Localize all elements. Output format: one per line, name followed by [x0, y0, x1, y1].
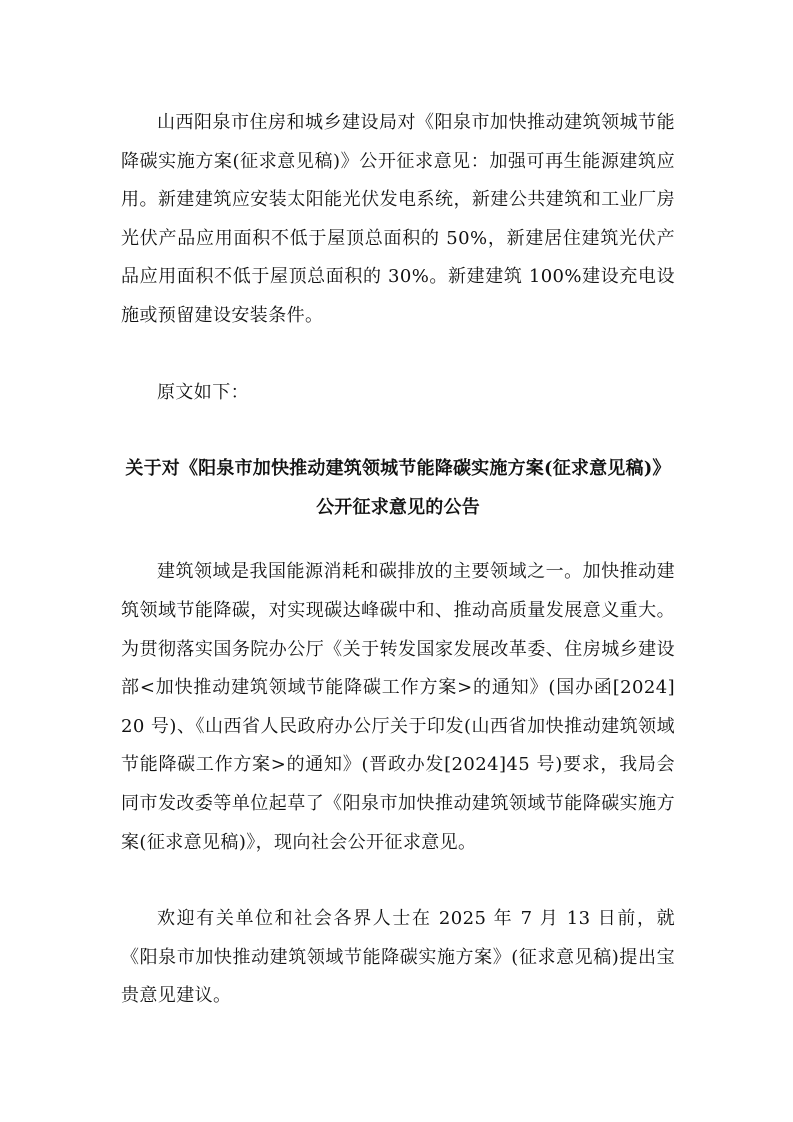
- paragraph-spacer: [121, 412, 675, 450]
- paragraph-spacer: [121, 336, 675, 374]
- body-paragraph-2: 欢迎有关单位和社会各界人士在 2025 年 7 月 13 日前，就《阳泉市加快推动建筑领域节能降碳实施方案》(征求意见稿)提出宝贵意见建议。: [121, 908, 675, 1007]
- document-page: [121, 104, 675, 1016]
- intro-paragraph: 山西阳泉市住房和城乡建设局对《阳泉市加快推动建筑领城节能降碳实施方案(征求意见稿)》公开征求意见：加强可再生能源建筑应用。新建建筑应安装太阳能光伏发电系统，新建公共建筑和工业厂房光伏产品应用面积不低于屋顶总面积的 50%，新建居住建筑光伏产品应用面积不低于屋顶总面积的 30%。新建建筑 100%建设充电设施或预留建设安装条件。: [121, 112, 675, 326]
- notice-title-line-2: 公开征求意见的公告: [316, 496, 480, 518]
- paragraph-spacer: [121, 862, 675, 900]
- paragraph-spacer: [121, 527, 675, 553]
- original-text-label: 原文如下：: [157, 381, 249, 403]
- body-paragraph-1: 建筑领域是我国能源消耗和碳排放的主要领域之一。加快推动建筑领域节能降碳，对实现碳达峰碳中和、推动高质量发展意义重大。为贯彻落实国务院办公厅《关于转发国家发展改革委、住房城乡建设部<加快推动建筑领域节能降碳工作方案>的通知》(国办函[2024]20 号)、《山西省人民政府办公厅关于印发(山西省加快推动建筑领域节能降碳工作方案>的通知》(晋政办发[2024]45 号)要求，我局会同市发改委等单位起草了《阳泉市加快推动建筑领域节能降碳实施方案(征求意见稿)》，现向社会公开征求意见。: [121, 561, 675, 853]
- notice-title: [121, 450, 675, 527]
- notice-title-line-1: 关于对《阳泉市加快推动建筑领城节能降碳实施方案(征求意见稿)》: [125, 458, 671, 480]
